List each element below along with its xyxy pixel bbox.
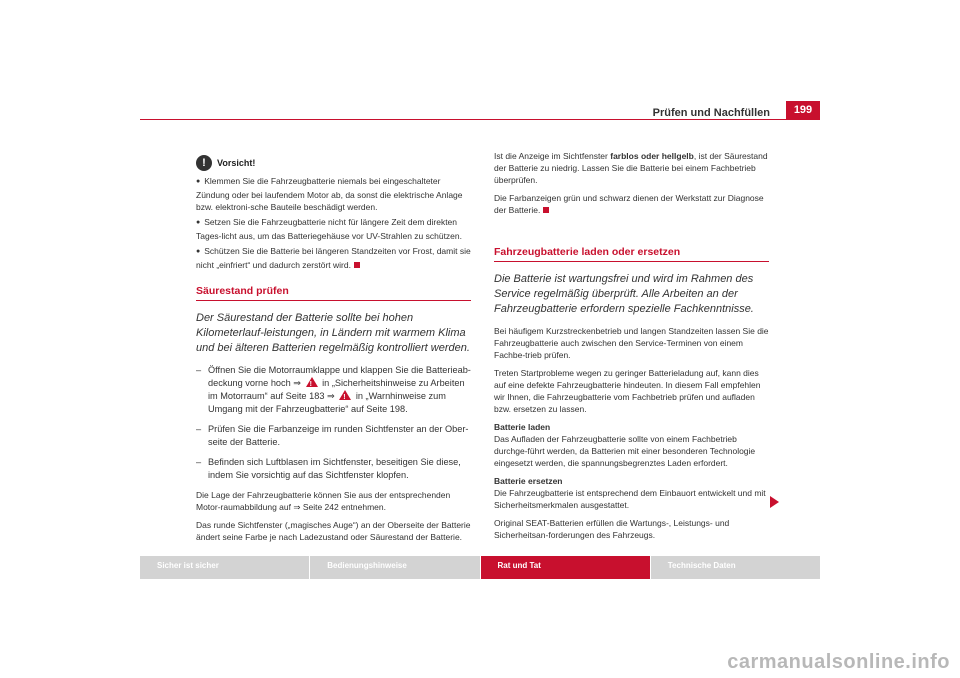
footer-tab-bedienung[interactable]: Bedienungshinweise bbox=[309, 556, 479, 579]
warning-triangle-icon[interactable] bbox=[306, 377, 318, 387]
section-intro: Die Batterie ist wartungsfrei und wird im Rahmen des Service regelmäßig überprüft. Alle Arbeiten an der Fahrzeugbatterie erfordern spezielle Fachkenntnisse. bbox=[494, 273, 754, 315]
body-paragraph: Das runde Sichtfenster („magisches Auge“) an der Oberseite der Batterie ändert seine Farbe je nach Ladezustand oder Säurestand der Batterie. bbox=[196, 520, 471, 542]
exclamation-circle-icon: ! bbox=[196, 155, 212, 171]
page-number-badge: 199 bbox=[786, 101, 820, 120]
section-end-mark bbox=[354, 262, 360, 268]
step-dash: – bbox=[196, 424, 202, 434]
watermark: carmanualsonline.info bbox=[727, 651, 950, 673]
caution-bullet: ● Klemmen Sie die Fahrzeugbatterie niemals bei eingeschalteter Zündung oder bei laufendem Motor ab, da sonst die elektrische Anlage bzw. elektroni-sche Bauteile beschädigt werden. bbox=[196, 175, 471, 213]
section-end-mark bbox=[543, 207, 549, 213]
caution-header bbox=[196, 155, 471, 171]
step-item: – Prüfen Sie die Farbanzeige im runden Sichtfenster an der Ober-seite der Batterie. bbox=[196, 424, 469, 447]
step-item: – Befinden sich Luftblasen im Sichtfenster, beseitigen Sie diese, indem Sie vorsichtig auf das Sichtfenster klopfen. bbox=[196, 457, 461, 480]
body-paragraph: Original SEAT-Batterien erfüllen die Wartungs-, Leistungs- und Sicherheitsan-forderungen des Fahrzeugs. bbox=[494, 518, 730, 540]
caution-bullet: ● Schützen Sie die Batterie bei längeren Standzeiten vor Frost, damit sie nicht „einfriert“ und dadurch zerstört wird. bbox=[196, 245, 471, 271]
sub-heading: Batterie ersetzen bbox=[494, 476, 563, 486]
step-dash: – bbox=[196, 365, 202, 375]
footer-nav bbox=[140, 556, 820, 579]
step-dash: – bbox=[196, 457, 202, 467]
caution-title: Vorsicht! bbox=[217, 158, 256, 168]
body-paragraph: Die Fahrzeugbatterie ist entsprechend dem Einbauort entwickelt und mit Sicherheitsmerkmalen ausgestattet. bbox=[494, 488, 766, 510]
body-paragraph: Die Lage der Fahrzeugbatterie können Sie aus der entsprechenden Motor-raumabbildung auf ⇒ Seite 242 entnehmen. bbox=[196, 490, 451, 512]
warning-triangle-icon[interactable] bbox=[339, 390, 351, 400]
caution-bullet: ● Setzen Sie die Fahrzeugbatterie nicht für längere Zeit dem direkten Tages-licht aus, um das Batteriegehäuse vor UV-Strahlen zu schützen. bbox=[196, 216, 471, 242]
header-rule bbox=[140, 119, 820, 120]
footer-tab-rat-und-tat[interactable]: Rat und Tat bbox=[480, 556, 650, 579]
body-paragraph: Die Farbanzeigen grün und schwarz dienen der Werkstatt zur Diagnose der Batterie. bbox=[494, 193, 764, 215]
body-paragraph: Das Aufladen der Fahrzeugbatterie sollte von einem Fachbetrieb durchge-führt werden, da Batterien mit einer besonderen Technologie eingesetzt werden, die spannungsbegrenztes Laden erfordert. bbox=[494, 434, 756, 468]
continue-arrow-icon bbox=[770, 496, 779, 508]
page-header-title: Prüfen und Nachfüllen bbox=[652, 107, 770, 119]
body-paragraph: Bei häufigem Kurzstreckenbetrieb und langen Standzeiten lassen Sie die Fahrzeugbatterie auch zwischen den Service-Terminen von einem Fachbe-trieb prüfen. bbox=[494, 326, 769, 360]
footer-tab-technische-daten[interactable]: Technische Daten bbox=[650, 556, 820, 579]
sub-heading: Batterie laden bbox=[494, 422, 551, 432]
footer-tab-sicher[interactable]: Sicher ist sicher bbox=[140, 556, 309, 579]
left-column bbox=[196, 150, 471, 549]
section-title-saeurestand: Säurestand prüfen bbox=[196, 285, 471, 301]
body-paragraph: Treten Startprobleme wegen zu geringer Batterieladung auf, kann dies auf eine defekte Fahrzeugbatterie hindeuten. In diesem Fall empfehlen wir Ihnen, die Fahrzeugbatterie vom Fachbetrieb prüfen und aufladen bzw. ersetzen zu lassen. bbox=[494, 368, 761, 414]
step-item: – Öffnen Sie die Motorraumklappe und klappen Sie die Batterieab-deckung vorne hoch ⇒ ! in „Sicherheitshinweise zu Arbeiten im Motorraum“ auf Seite 183 ⇒ ! in „Warnhinweise zum Umgang mit der Fahrzeugbatterie“ auf Seite 198. bbox=[196, 364, 471, 416]
body-paragraph: Ist die Anzeige im Sichtfenster farblos oder hellgelb, ist der Säurestand der Batterie zu niedrig. Lassen Sie die Batterie bei einem Fachbetrieb überprüfen. bbox=[494, 151, 768, 185]
section-title-batterie-laden: Fahrzeugbatterie laden oder ersetzen bbox=[494, 246, 769, 262]
section-intro: Der Säurestand der Batterie sollte bei hohen Kilometerlauf-leistungen, in Ländern mit warmem Klima und bei älteren Batterien regelmäßig kontrolliert werden. bbox=[196, 312, 470, 354]
right-column bbox=[494, 150, 769, 547]
